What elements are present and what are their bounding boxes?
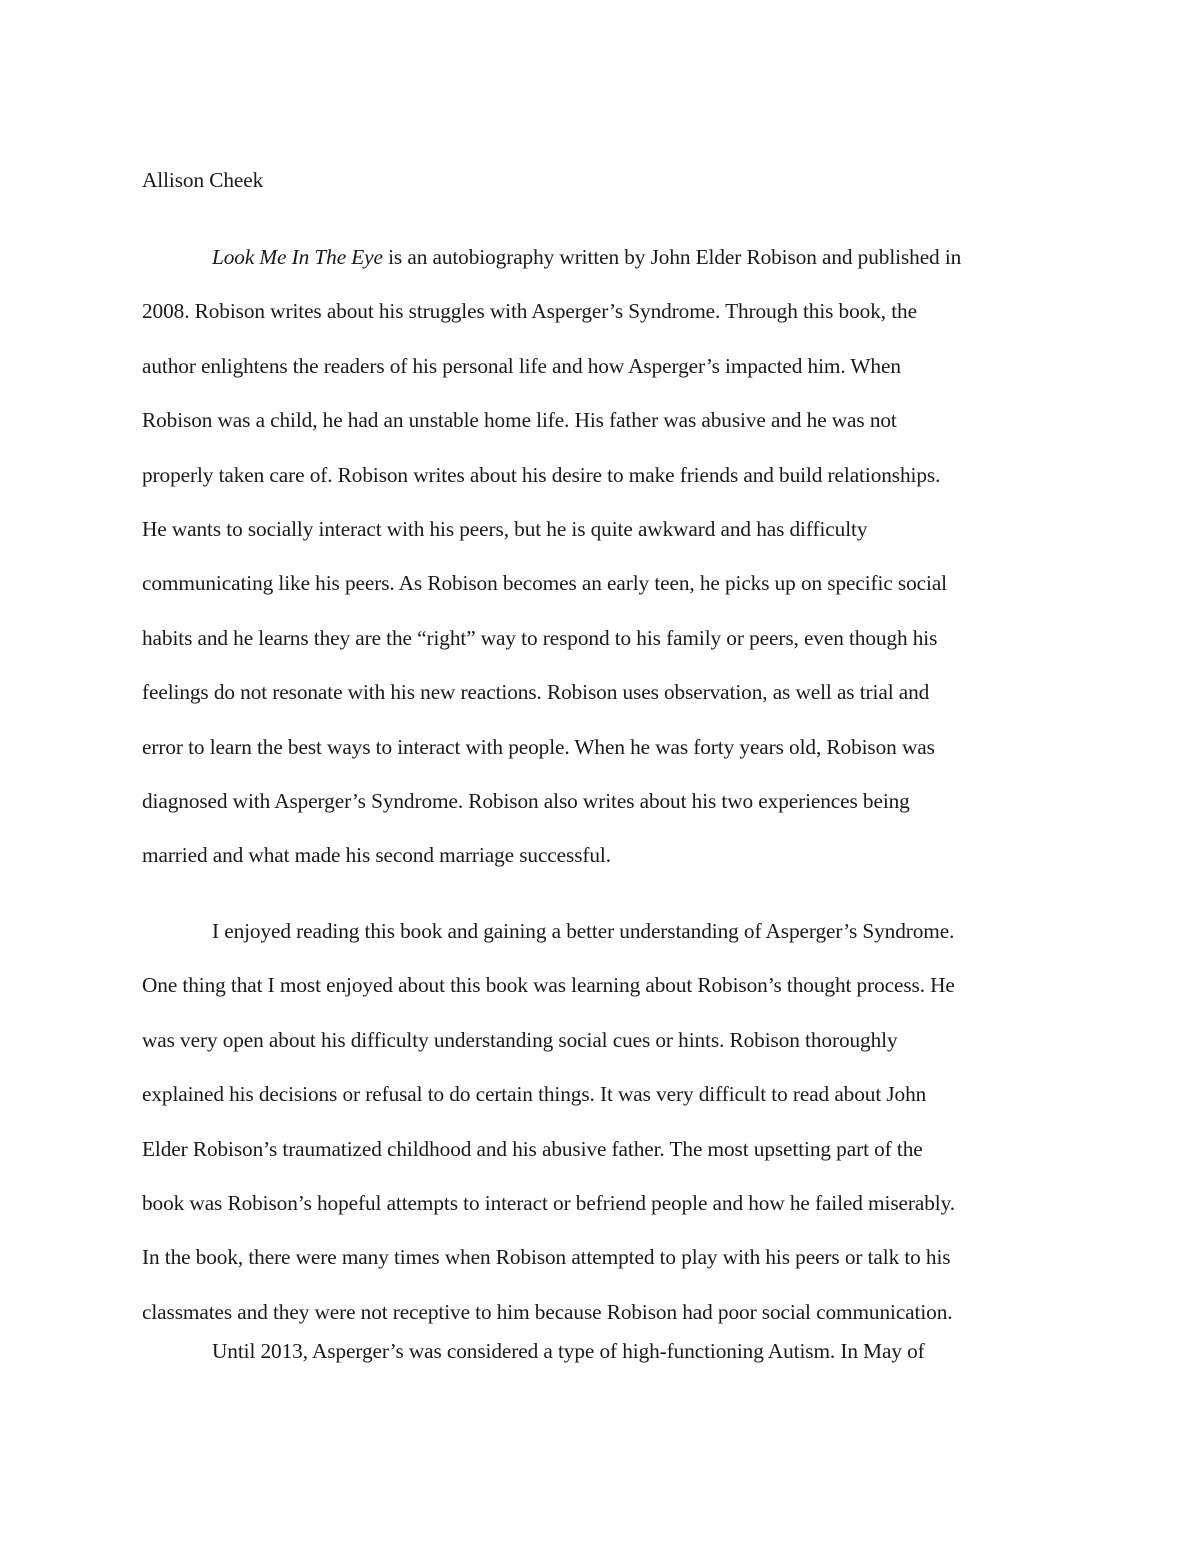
paragraph-line: Robison was a child, he had an unstable home life. His father was abusive and he was not <box>142 408 897 433</box>
line-text: is an autobiography written by John Elder Robison and published in <box>382 245 962 269</box>
paragraph-line: Until 2013, Asperger’s was considered a type of high-functioning Autism. In May of <box>212 1339 925 1363</box>
author-name: Allison Cheek <box>142 168 264 192</box>
paragraph-line: habits and he learns they are the “right” way to respond to his family or peers, even though his <box>142 625 938 650</box>
paragraph-line: feelings do not resonate with his new reactions. Robison uses observation, as well as trial and <box>142 680 930 705</box>
paragraph-line: He wants to socially interact with his peers, but he is quite awkward and has difficulty <box>142 516 868 541</box>
paragraph-line: author enlightens the readers of his personal life and how Asperger’s impacted him. When <box>142 353 901 378</box>
paragraph-line: classmates and they were not receptive to him because Robison had poor social communication. <box>142 1299 953 1324</box>
paragraph-line: explained his decisions or refusal to do certain things. It was very difficult to read about John <box>142 1082 927 1107</box>
paragraph-line: married and what made his second marriage successful. <box>142 843 611 868</box>
paragraph-summary <box>142 243 1058 896</box>
paragraph-line: Elder Robison’s traumatized childhood and his abusive father. The most upsetting part of the <box>142 1136 923 1161</box>
book-title: Look Me In The Eye <box>212 245 383 269</box>
paragraph-line: diagnosed with Asperger’s Syndrome. Robison also writes about his two experiences being <box>142 788 910 813</box>
paragraph-line: In the book, there were many times when Robison attempted to play with his peers or talk to his <box>142 1245 951 1270</box>
paragraph-context <box>142 1337 1058 1391</box>
paragraph-line: I enjoyed reading this book and gaining a better understanding of Asperger’s Syndrome. <box>212 919 955 943</box>
paragraph-line: error to learn the best ways to interact with people. When he was forty years old, Robison was <box>142 734 935 759</box>
paragraph-line <box>142 243 1058 297</box>
paragraph-line: properly taken care of. Robison writes about his desire to make friends and build relationships. <box>142 462 941 487</box>
paragraph-opinion <box>142 917 1058 1352</box>
paragraph-line: was very open about his difficulty understanding social cues or hints. Robison thoroughly <box>142 1027 898 1052</box>
paragraph-line: 2008. Robison writes about his struggles with Asperger’s Syndrome. Through this book, the <box>142 299 917 324</box>
paragraph-line: One thing that I most enjoyed about this book was learning about Robison’s thought process. He <box>142 973 955 998</box>
paragraph-line: book was Robison’s hopeful attempts to interact or befriend people and how he failed miserably. <box>142 1190 955 1215</box>
paragraph-line: communicating like his peers. As Robison becomes an early teen, he picks up on specific social <box>142 571 947 596</box>
